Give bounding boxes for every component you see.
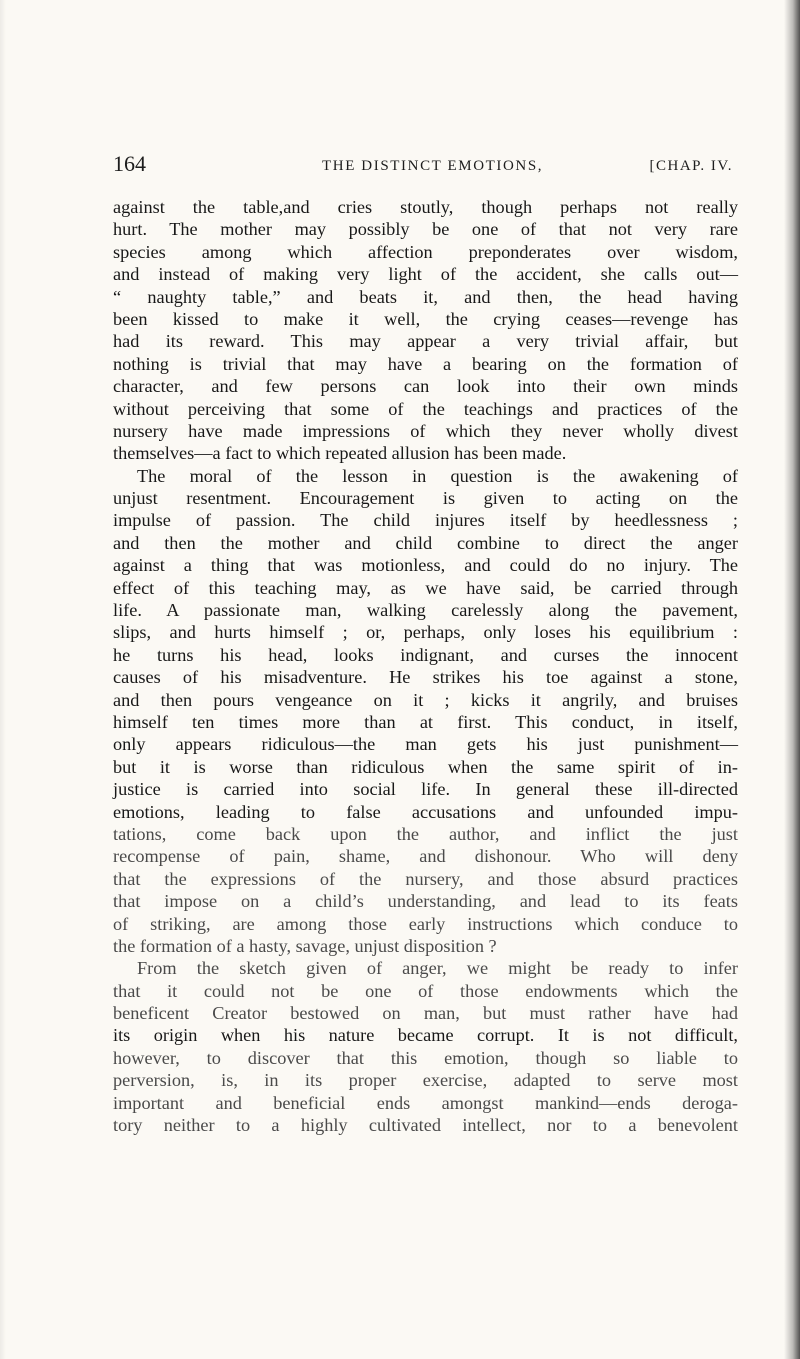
text-line: unjust resentment. Encouragement is given to acting on the [113, 488, 738, 509]
text-line: themselves—a fact to which repeated allusion has been made. [113, 443, 567, 464]
text-line: recompense of pain, shame, and dishonour. Who will deny [113, 846, 738, 867]
text-line: of striking, are among those early instructions which conduce to [113, 913, 738, 934]
text-line: species among which affection preponderates over wisdom, [113, 241, 738, 262]
text-line: its origin when his nature became corrupt. It is not difficult, [113, 1025, 738, 1046]
text-line: nursery have made impressions of which they never wholly divest [113, 420, 738, 441]
text-line: nothing is trivial that may have a bearing on the formation of [113, 353, 738, 374]
page-gutter-shadow [0, 0, 6, 1359]
body-text [113, 196, 738, 1136]
text-line: been kissed to make it well, the crying ceases—revenge has [113, 308, 738, 329]
text-line: life. A passionate man, walking carelessly along the pavement, [113, 600, 738, 621]
page-edge-shadow [784, 0, 800, 1359]
text-line: that impose on a child’s understanding, and lead to its feats [113, 891, 738, 912]
text-line: that the expressions of the nursery, and those absurd practices [113, 868, 738, 889]
text-line: and instead of making very light of the accident, she calls out— [113, 264, 738, 285]
text-line: hurt. The mother may possibly be one of that not very rare [113, 219, 738, 240]
text-line: perversion, is, in its proper exercise, adapted to serve most [113, 1070, 738, 1091]
text-line: The moral of the lesson in question is the awakening of [137, 465, 738, 486]
chapter-label: [CHAP. IV. [649, 158, 733, 174]
text-line: without perceiving that some of the teachings and practices of the [113, 398, 738, 419]
text-line: had its reward. This may appear a very trivial affair, but [113, 331, 738, 352]
text-line: tations, come back upon the author, and inflict the just [113, 823, 738, 844]
text-line: causes of his misadventure. He strikes his toe against a stone, [113, 667, 738, 688]
text-line: effect of this teaching may, as we have said, be carried through [113, 577, 738, 598]
text-line: “ naughty table,” and beats it, and then, the head having [113, 286, 738, 307]
text-line: against a thing that was motionless, and could do no injury. The [113, 555, 738, 576]
text-line: he turns his head, looks indignant, and curses the innocent [113, 644, 738, 665]
running-title: THE DISTINCT EMOTIONS, [322, 158, 544, 174]
text-line: however, to discover that this emotion, though so liable to [113, 1047, 738, 1068]
text-line: beneficent Creator bestowed on man, but must rather have had [113, 1003, 738, 1024]
text-line: that it could not be one of those endowments which the [113, 980, 738, 1001]
text-line: important and beneficial ends amongst mankind—ends deroga- [113, 1092, 738, 1113]
text-line: and then the mother and child combine to direct the anger [113, 532, 738, 553]
text-line: From the sketch given of anger, we might be ready to infer [137, 958, 738, 979]
text-line: himself ten times more than at first. This conduct, in itself, [113, 711, 738, 732]
text-line: tory neither to a highly cultivated intellect, nor to a benevolent [113, 1115, 738, 1136]
text-line: the formation of a hasty, savage, unjust disposition ? [113, 935, 497, 956]
text-line: only appears ridiculous—the man gets his just punishment— [113, 734, 738, 755]
text-line: impulse of passion. The child injures itself by heedlessness ; [113, 510, 738, 531]
text-line: but it is worse than ridiculous when the same spirit of in- [113, 756, 738, 777]
page-number: 164 [113, 151, 146, 176]
text-line: emotions, leading to false accusations and unfounded impu- [113, 801, 738, 822]
text-line: slips, and hurts himself ; or, perhaps, only loses his equilibrium : [113, 622, 738, 643]
text-line: character, and few persons can look into their own minds [113, 376, 738, 397]
running-header [113, 150, 733, 182]
text-line: and then pours vengeance on it ; kicks it angrily, and bruises [113, 689, 738, 710]
text-line: justice is carried into social life. In general these ill-directed [113, 779, 738, 800]
text-line: against the table,and cries stoutly, though perhaps not really [113, 197, 738, 217]
